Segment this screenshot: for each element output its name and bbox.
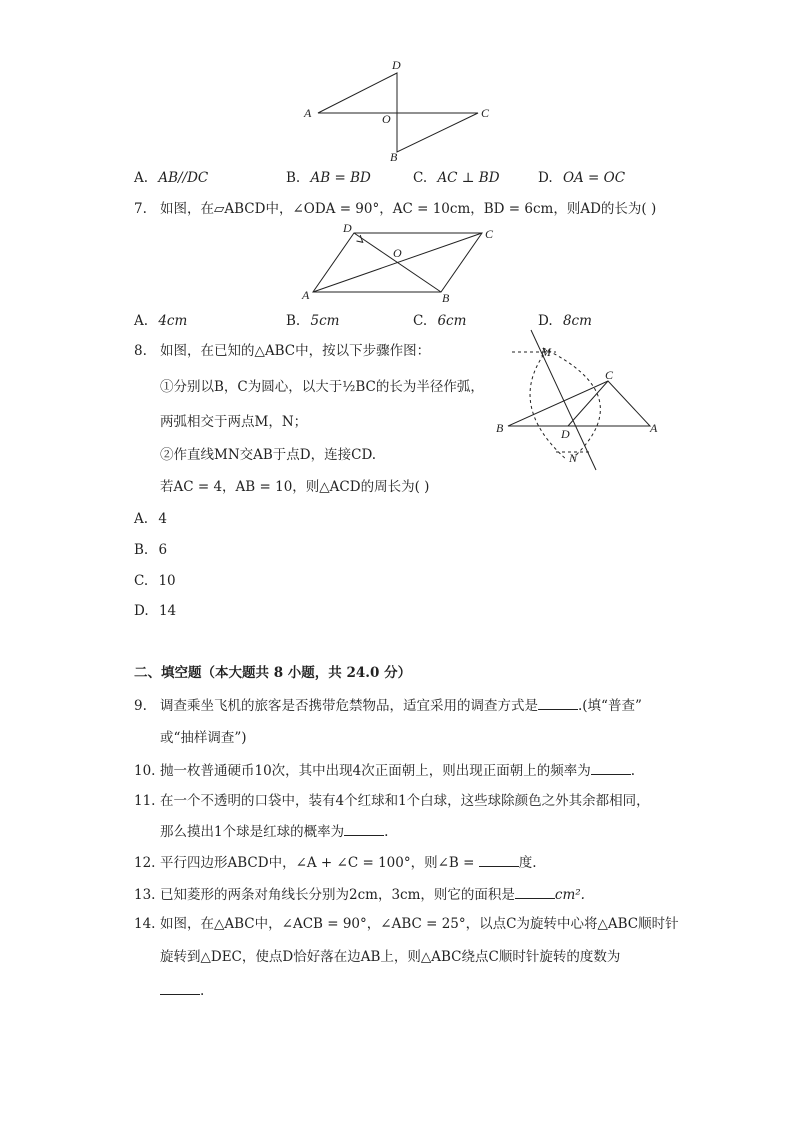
q11-number: 11. xyxy=(134,793,156,809)
q14-line-3: . xyxy=(160,982,204,1000)
vertex-label-c: C xyxy=(481,106,490,120)
point-label-c: C xyxy=(605,368,614,382)
q12-number: 12. xyxy=(134,855,156,871)
point-label-d: D xyxy=(561,427,570,441)
q13-answer-blank[interactable] xyxy=(515,886,555,899)
arc-from-c xyxy=(530,350,567,460)
q7-stem: 如图，在▱ABCD中，∠ODA = 90°，AC = 10cm，BD = 6cm，则AD的长为( ) xyxy=(160,201,657,217)
q12-text: 平行四边形ABCD中，∠A + ∠C = 100°，则∠B = 度. xyxy=(160,855,537,871)
q6-option-b[interactable]: B. AB = BD xyxy=(286,170,371,186)
q14-number: 14. xyxy=(134,916,156,932)
q8-line-1: 如图，在已知的△ABC中，按以下步骤作图： xyxy=(160,343,431,359)
q7-number: 7. xyxy=(134,201,147,217)
q7-option-d[interactable]: D. 8cm xyxy=(538,313,592,329)
vertex-label-o: O xyxy=(382,112,391,126)
q11-answer-blank[interactable] xyxy=(344,823,384,836)
q8-option-b[interactable]: B. 6 xyxy=(134,542,168,558)
q7-option-b[interactable]: B. 5cm xyxy=(286,313,340,329)
q13-text: 已知菱形的两条对角线长分别为2cm，3cm，则它的面积是 cm². xyxy=(160,887,585,903)
q10-number: 10. xyxy=(134,763,156,779)
q7-option-c[interactable]: C. 6cm xyxy=(413,313,467,329)
q8-option-d[interactable]: D. 14 xyxy=(134,603,177,619)
section-title-fill-in: 二、填空题（本大题共 8 小题，共 24.0 分） xyxy=(134,665,412,681)
q10-text: 抛一枚普通硬币10次，其中出现4次正面朝上，则出现正面朝上的频率为 . xyxy=(160,763,636,779)
q9-number: 9. xyxy=(134,698,147,714)
triangle-abc xyxy=(508,381,650,426)
vertex-label-a: A xyxy=(304,106,312,120)
q12-answer-blank[interactable] xyxy=(479,854,519,867)
q13-number: 13. xyxy=(134,887,156,903)
q8-line-2: ①分别以B，C为圆心，以大于½BC的长为半径作弧， xyxy=(160,379,484,395)
q8-line-3: 两弧相交于两点M，N； xyxy=(160,414,308,430)
q9-answer-blank[interactable] xyxy=(538,697,578,710)
point-label-b: B xyxy=(496,421,504,435)
q7-option-a[interactable]: A. 4cm xyxy=(134,313,188,329)
q8-number: 8. xyxy=(134,343,147,359)
vertex-label-d: D xyxy=(392,58,401,72)
vertex-label-b: B xyxy=(442,291,450,305)
q11-line-2: 那么摸出1个球是红球的概率为 . xyxy=(160,824,389,840)
vertex-label-a: A xyxy=(302,288,310,302)
point-label-m: M xyxy=(541,345,551,359)
q6-option-c[interactable]: C. AC ⊥ BD xyxy=(413,170,500,186)
q14-line-2: 旋转到△DEC，使点D恰好落在边AB上，则△ABC绕点C顺时针旋转的度数为 xyxy=(160,949,621,965)
q9-line-2: 或“抽样调查”) xyxy=(160,730,247,746)
vertex-label-c: C xyxy=(485,227,494,241)
q8-line-5: 若AC = 4，AB = 10，则△ACD的周长为( ) xyxy=(160,479,430,495)
q8-line-4: ②作直线MN交AB于点D，连接CD. xyxy=(160,447,377,463)
q9-line-1: 调查乘坐飞机的旅客是否携带危禁物品，适宜采用的调查方式是 .(填“普查” xyxy=(160,698,642,714)
arc-from-b xyxy=(543,348,600,458)
q6-option-a[interactable]: A. AB//DC xyxy=(134,170,209,186)
segment-cd xyxy=(568,381,608,426)
vertex-label-d: D xyxy=(343,221,352,235)
q8-option-a[interactable]: A. 4 xyxy=(134,511,167,527)
point-label-n: N xyxy=(569,451,578,465)
q8-option-c[interactable]: C. 10 xyxy=(134,573,176,589)
q10-answer-blank[interactable] xyxy=(591,762,631,775)
q11-line-1: 在一个不透明的口袋中，装有4个红球和1个白球，这些球除颜色之外其余都相同， xyxy=(160,793,650,809)
point-label-a: A xyxy=(650,421,658,435)
q14-answer-blank[interactable] xyxy=(160,982,200,995)
q14-line-1: 如图，在△ABC中，∠ACB = 90°，∠ABC = 25°，以点C为旋转中心将△ABC顺时针 xyxy=(160,916,679,932)
vertex-label-b: B xyxy=(390,150,398,164)
vertex-label-o: O xyxy=(393,246,402,260)
construction-figure xyxy=(0,0,794,480)
q6-option-d[interactable]: D. OA = OC xyxy=(538,170,626,186)
